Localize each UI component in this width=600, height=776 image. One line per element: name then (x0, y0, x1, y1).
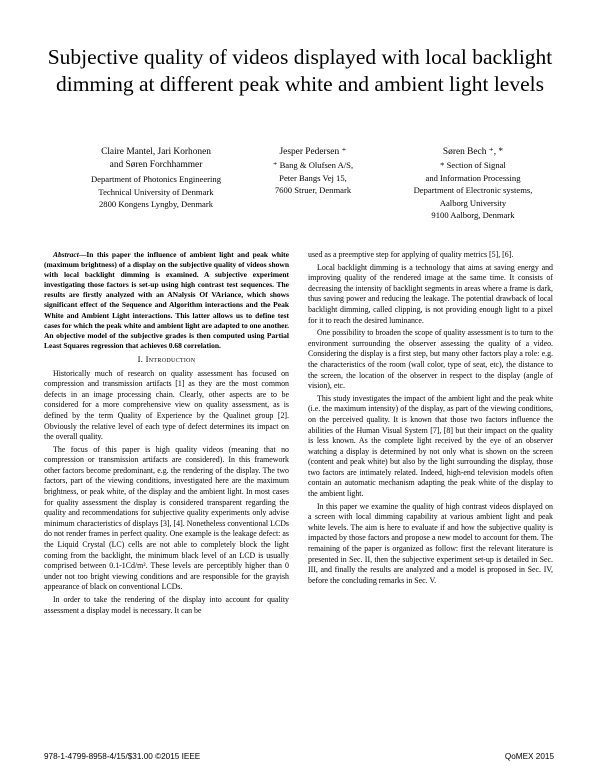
body-paragraph: Historically much of research on quality assessment has focused on compression and transmission artifacts [1] as they are the most common defects in an image processing chain. Clearly, other aspects are to be considered for a more comprehensive view on quality assessment, as is defined by the term Quality of Experience by the Qualinet group [2]. Obviously the relative level of each type of defect determines its impact on the overall quality. (44, 368, 289, 442)
abstract-lead: Abstract (53, 250, 79, 259)
body-paragraph: used as a preemptive step for applying of quality metrics [5], [6]. (308, 250, 514, 259)
affiliation-line: Aalborg University (439, 197, 507, 208)
section-title: Introduction (145, 353, 196, 364)
author-names: Jesper Pedersen ⁺ (279, 147, 347, 157)
left-column (44, 250, 289, 618)
author-names-cont: and Søren Forchhammer (109, 160, 203, 170)
abstract (44, 250, 289, 351)
body-paragraph: In this paper we examine the quality of high contrast videos displayed on a screen with local dimming capability at various ambient light and peak white levels. The aim is here to evaluate if and how the subjective quality is impacted by those factors and propose a new model to account for them. The remaining of the paper is organized as follow: first the relevant literature is presented in Sec. II, then the subjective experiment set-up is detailed in Sec. III, and finally the results are analyzed and a model is proposed in Sec. IV, before the concluding remarks in Sec. V. (308, 501, 553, 585)
body-paragraph: In order to take the rendering of the display into account for quality assessment a display model is necessary. It can be (44, 595, 289, 615)
abstract-text: —In this paper the influence of ambient light and peak white (maximum brightness) of a display on the subjective quality of videos shown with local backlight dimming is examined. A subjective experiment investigating those factors is set-up using high contrast test sequences. The results are firstly analyzed with an ANalysis Of VAriance, which shows significant effect of the Sequence and Algorithm interactions and the Peak White and Ambient Light interactions. This latter allows us to define test cases for which the peak white and ambient light are adapted to one another. An objective model of the subjective grades is then computed using Partial Least Squares regression that achieves 0.68 correlation. (44, 250, 289, 350)
affiliation-line: ⁺ Bang & Olufsen A/S, (272, 160, 354, 170)
right-column (308, 250, 553, 588)
author-block-3 (388, 146, 558, 222)
paper-title: Subjective quality of videos displayed with local backlight dimming at different peak white and ambient light levels (47, 45, 553, 96)
body-paragraph: The focus of this paper is high quality videos (meaning that no compression or transmission artifacts are considered). In this framework other factors become predominant, e.g. the rendering of the display. The two factors, part of the viewing conditions, investigated here are the maximum brightness, or peak white, of the display and the ambient light. In most cases for quality assessment the display is considered transparent regarding the quality and recommendations for subjective quality experiments only advise minimum characteristics of displays [3], [4]. Nonetheless conventional LCDs do not render frames in perfect quality. One example is the leakage defect: as the Liquid Crystal (LC) cells are not able to completely block the light coming from the backlight, the minimum black level of an LCD is usually comprised between 0.1-1Cd/m². These levels are perceptibly higher than 0 under not too bright viewing conditions and are responsible for the grayish appearance of black on conventional LCDs. (44, 444, 289, 592)
copyright-footer: 978-1-4799-8958-4/15/$31.00 ©2015 IEEE (44, 752, 201, 761)
affiliation-line: 9100 Aalborg, Denmark (431, 210, 515, 221)
author-names: Søren Bech ⁺, * (442, 147, 504, 157)
section-number: I. (137, 353, 144, 364)
affiliation-line: 7600 Struer, Denmark (274, 185, 352, 196)
affiliation-line: 2800 Kongens Lyngby, Denmark (98, 199, 213, 210)
affiliation-line: and Information Processing (425, 172, 521, 183)
affiliation-line: Department of Electronic systems, (413, 185, 533, 196)
conference-footer: QoMEX 2015 (504, 752, 554, 761)
author-names: Claire Mantel, Jari Korhonen (101, 147, 211, 157)
body-paragraph: Local backlight dimming is a technology that aims at saving energy and improving quality of the rendered image at the same time. It consists of decreasing the intensity of backlight segments in areas where a frame is dark, thus saving power and reducing the leakage. The potential drawback of local backlight dimming, called clipping, is not providing enough light to a pixel for it to reach the desired luminance. (308, 262, 553, 325)
author-block-2 (248, 146, 378, 197)
affiliation-line: * Section of Signal (440, 160, 506, 170)
affiliation-line: Department of Photonics Engineering (90, 174, 222, 184)
body-paragraph: One possibility to broaden the scope of quality assessment is to turn to the environment surrounding the observer assessing the quality of a video. Considering the display is a first step, but many other factors play a role: e.g. the characteristics of the room (wall color, type of seat, etc), the distance to the screen, the location of the observer in respect to the display (angle of vision), etc. (308, 328, 553, 391)
body-paragraph: This study investigates the impact of the ambient light and the peak white (i.e. the maximum intensity) of the display, as part of the viewing conditions, on the perceived quality. It is known that those two factors influence the abilities of the Human Visual System [7], [8] but their impact on the quality is less known. As the complete light received by the eye of an observer watching a display is determined by not only what is shown on the screen (content and peak white) but also by the light surrounding the display, those two factors are intimately related. Indeed, high-end television models often contain an automatic mechanism adapting the peak white of the display to the ambient light. (308, 393, 553, 499)
section-heading (44, 354, 289, 365)
author-block-1 (76, 146, 236, 211)
affiliation-line: Technical University of Denmark (98, 186, 214, 197)
affiliation-line: Peter Bangs Vej 15, (279, 172, 347, 183)
